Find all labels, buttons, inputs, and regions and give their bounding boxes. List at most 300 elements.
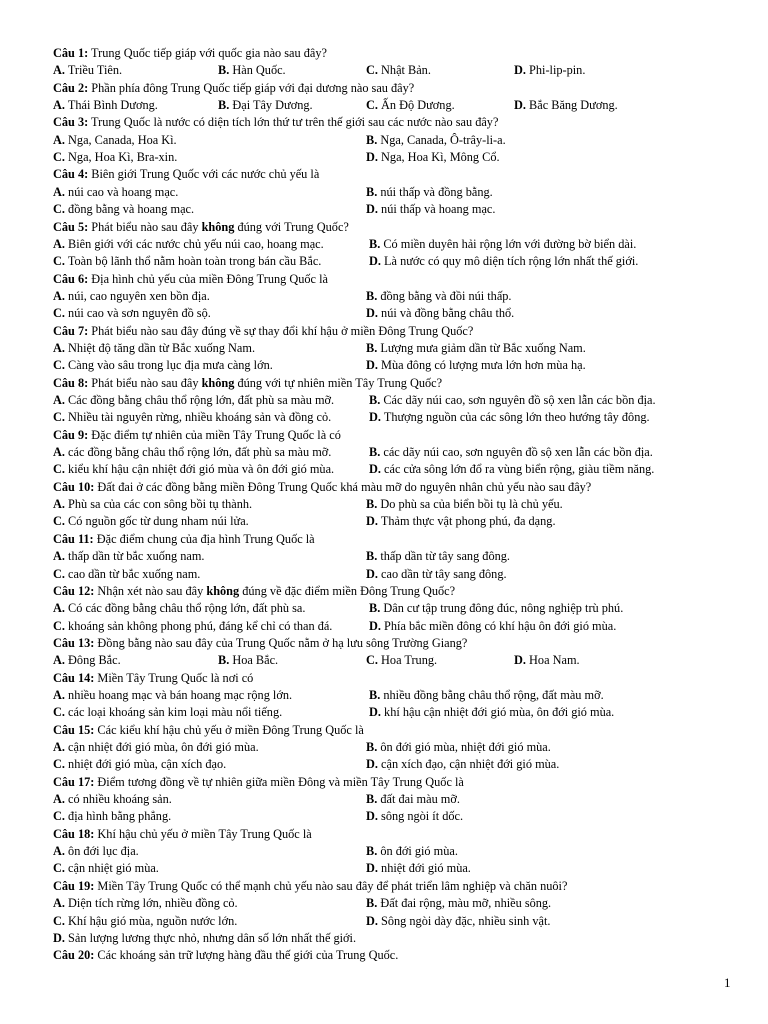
- option-text: nhiều đồng bằng châu thổ rộng, đất màu mỡ.: [383, 687, 604, 702]
- option-text: Là nước có quy mô diện tích rộng lớn nhất thế giới.: [384, 254, 639, 269]
- options-row: [53, 409, 753, 426]
- option-letter: D.: [366, 913, 378, 928]
- options-row: [53, 913, 753, 930]
- answer-option[interactable]: [53, 184, 178, 201]
- question-stem: [53, 826, 753, 843]
- option-text: các đồng bằng châu thổ rộng lớn, đất phù sa màu mỡ.: [68, 445, 332, 460]
- option-letter: D.: [369, 410, 381, 425]
- option-letter: C.: [53, 861, 65, 876]
- option-letter: B.: [369, 601, 381, 616]
- option-text: thấp dần từ tây sang đông.: [380, 549, 510, 564]
- option-text: Nhiệt độ tăng dần từ Bắc xuống Nam.: [68, 340, 256, 355]
- options-row: [53, 392, 753, 409]
- option-text: cận nhiệt đới gió mùa, ôn đới gió mùa.: [68, 740, 259, 754]
- options-row: [53, 704, 753, 721]
- question-stem: [53, 80, 753, 97]
- answer-option[interactable]: [514, 97, 618, 114]
- option-letter: C.: [53, 913, 65, 928]
- options-row: [53, 132, 753, 149]
- option-text: cận nhiệt gió mùa.: [68, 861, 159, 876]
- options-row: [53, 687, 753, 704]
- option-letter: B.: [366, 288, 378, 303]
- option-letter: D.: [366, 861, 378, 876]
- option-letter: D.: [366, 202, 378, 217]
- option-text: đồng bằng và hoang mạc.: [68, 202, 195, 217]
- answer-option[interactable]: [366, 513, 556, 530]
- question-stem: [53, 166, 753, 183]
- option-letter: D.: [53, 930, 65, 945]
- question-label: Câu 19:: [53, 878, 95, 893]
- answer-option[interactable]: [366, 652, 437, 669]
- options-row: [53, 461, 753, 478]
- answer-option[interactable]: [366, 548, 510, 565]
- option-letter: B.: [366, 549, 378, 564]
- option-text: núi, cao nguyên xen bồn địa.: [68, 288, 210, 303]
- option-text: Có nguồn gốc từ dung nham núi lửa.: [68, 514, 249, 529]
- option-letter: D.: [366, 514, 378, 529]
- option-letter: A.: [53, 445, 65, 460]
- answer-option[interactable]: [366, 62, 431, 79]
- answer-option[interactable]: [369, 704, 614, 721]
- question-text: Biên giới Trung Quốc với các nước chủ yếu là: [91, 167, 320, 182]
- question-stem: [53, 114, 753, 131]
- option-text: Hoa Nam.: [529, 653, 580, 668]
- question-stem: [53, 774, 753, 791]
- option-text: núi cao và hoang mạc.: [68, 184, 179, 199]
- option-text: Phi-lip-pin.: [529, 63, 586, 78]
- options-row: [53, 652, 753, 669]
- question-emphasis: không: [201, 375, 235, 390]
- question-text: Khí hậu chủ yếu ở miền Tây Trung Quốc là: [97, 826, 312, 841]
- answer-option[interactable]: [514, 62, 585, 79]
- answer-option[interactable]: [53, 496, 252, 513]
- answer-option[interactable]: [366, 808, 463, 825]
- option-text: núi cao và sơn nguyên đồ sộ.: [68, 306, 211, 321]
- answer-option[interactable]: [53, 860, 159, 877]
- option-text: Diện tích rừng lớn, nhiều đồng cỏ.: [68, 896, 238, 911]
- option-letter: B.: [366, 497, 378, 512]
- option-letter: B.: [218, 98, 230, 113]
- option-letter: C.: [53, 410, 65, 425]
- option-text: núi thấp và hoang mạc.: [381, 202, 496, 217]
- answer-option[interactable]: [218, 62, 286, 79]
- option-text: Đại Tây Dương.: [232, 98, 313, 113]
- answer-option[interactable]: [366, 201, 495, 218]
- option-text: Nhật Bản.: [381, 63, 431, 78]
- option-letter: D.: [366, 358, 378, 373]
- option-text: thấp dần từ bắc xuống nam.: [68, 549, 205, 564]
- options-row: [53, 149, 753, 166]
- question-label: Câu 3:: [53, 115, 89, 130]
- question-label: Câu 2:: [53, 80, 89, 95]
- answer-option[interactable]: [53, 444, 331, 461]
- answer-option[interactable]: [53, 895, 238, 912]
- option-letter: B.: [366, 340, 378, 355]
- question-emphasis: không: [206, 583, 240, 598]
- option-text: Nga, Hoa Kì, Bra-xin.: [68, 150, 178, 165]
- option-text: nhiều hoang mạc và bán hoang mạc rộng lớn.: [68, 687, 293, 702]
- answer-option[interactable]: [53, 409, 331, 426]
- option-letter: D.: [366, 306, 378, 321]
- answer-option[interactable]: [366, 340, 586, 357]
- question-label: Câu 1:: [53, 46, 89, 60]
- answer-option[interactable]: [366, 305, 514, 322]
- option-text: có nhiều khoáng sản.: [68, 792, 172, 807]
- option-letter: A.: [53, 236, 65, 251]
- option-text: Mùa đông có lượng mưa lớn hơn mùa hạ.: [381, 358, 586, 373]
- option-text: Lượng mưa giảm dần từ Bắc xuống Nam.: [380, 340, 586, 355]
- option-letter: B.: [366, 896, 378, 911]
- option-text: sông ngòi ít dốc.: [381, 809, 464, 824]
- options-row: [53, 513, 753, 530]
- answer-option[interactable]: [53, 930, 356, 947]
- option-text: ôn đới lục địa.: [68, 844, 139, 859]
- option-text: Thảm thực vật phong phú, đa dạng.: [380, 514, 556, 529]
- option-letter: D.: [366, 150, 378, 165]
- answer-option[interactable]: [53, 704, 282, 721]
- option-letter: B.: [366, 740, 378, 754]
- option-letter: A.: [53, 63, 65, 78]
- option-letter: C.: [53, 150, 65, 165]
- option-letter: D.: [514, 63, 526, 78]
- question-text: Miền Tây Trung Quốc có thể mạnh chủ yếu nào sau đây để phát triển lâm nghiệp và chăn nuôi?: [97, 878, 568, 893]
- option-letter: B.: [218, 63, 230, 78]
- option-text: Thượng nguồn của các sông lớn theo hướng tây đông.: [383, 410, 650, 425]
- question-stem: [53, 635, 753, 652]
- option-letter: B.: [366, 844, 378, 859]
- option-text: Triều Tiên.: [67, 63, 123, 78]
- option-letter: A.: [53, 549, 65, 564]
- answer-option[interactable]: [53, 97, 158, 114]
- answer-option[interactable]: [53, 132, 177, 149]
- option-letter: A.: [53, 184, 65, 199]
- option-text: Nga, Canada, Hoa Kì.: [68, 132, 177, 147]
- option-letter: C.: [53, 566, 65, 581]
- option-text: ôn đới gió mùa.: [380, 844, 458, 859]
- question-label: Câu 10:: [53, 479, 95, 494]
- option-letter: D.: [366, 757, 378, 772]
- question-text: Đặc điểm chung của địa hình Trung Quốc là: [96, 531, 315, 546]
- answer-option[interactable]: [514, 652, 580, 669]
- option-letter: A.: [53, 132, 65, 147]
- option-text: Có các đồng bằng châu thổ rộng lớn, đất phù sa.: [68, 601, 306, 616]
- option-letter: D.: [369, 705, 381, 720]
- answer-option[interactable]: [218, 97, 313, 114]
- answer-option[interactable]: [366, 843, 458, 860]
- option-text: Khí hậu gió mùa, nguồn nước lớn.: [68, 913, 238, 928]
- option-letter: C.: [53, 462, 65, 477]
- option-text: Phù sa của các con sông bồi tụ thành.: [68, 497, 253, 512]
- question-text: đúng với tự nhiên miền Tây Trung Quốc?: [234, 375, 443, 390]
- question-stem: [53, 722, 753, 739]
- options-row: [53, 97, 753, 114]
- option-letter: C.: [53, 202, 65, 217]
- options-row: [53, 236, 753, 253]
- option-text: các cửa sông lớn đổ ra vùng biển rộng, giàu tiềm năng.: [384, 462, 655, 477]
- option-text: đất đai màu mỡ.: [380, 792, 460, 807]
- option-text: kiểu khí hậu cận nhiệt đới gió mùa và ôn đới gió mùa.: [68, 462, 335, 477]
- question-label: Câu 4:: [53, 167, 89, 182]
- question-stem: [53, 479, 753, 496]
- question-text: Miền Tây Trung Quốc là nơi có: [97, 670, 254, 685]
- option-text: núi và đồng bằng châu thổ.: [381, 306, 515, 321]
- question-text: Điểm tương đồng về tự nhiên giữa miền Đông và miền Tây Trung Quốc là: [97, 774, 464, 789]
- answer-option[interactable]: [53, 288, 210, 305]
- answer-option[interactable]: [53, 652, 121, 669]
- answer-option[interactable]: [53, 600, 305, 617]
- answer-option[interactable]: [53, 236, 324, 253]
- answer-option[interactable]: [53, 756, 226, 773]
- answer-option[interactable]: [53, 62, 122, 79]
- answer-option[interactable]: [53, 739, 259, 756]
- option-letter: A.: [53, 340, 65, 355]
- answer-option[interactable]: [366, 913, 550, 930]
- option-text: cao dần từ tây sang đông.: [381, 566, 507, 581]
- answer-option[interactable]: [366, 184, 493, 201]
- answer-option[interactable]: [369, 461, 654, 478]
- option-letter: A.: [53, 740, 65, 754]
- option-text: khoáng sản không phong phú, đáng kể chỉ có than đá.: [68, 618, 333, 633]
- options-row: [53, 895, 753, 912]
- question-text: Đất đai ở các đồng bằng miền Đông Trung Quốc khá màu mỡ do nguyên nhân chủ yếu nào sau đây?: [97, 479, 592, 494]
- answer-option[interactable]: [366, 496, 563, 513]
- option-letter: B.: [366, 132, 378, 147]
- options-row: [53, 618, 753, 635]
- options-row: [53, 340, 753, 357]
- options-row: [53, 357, 753, 374]
- option-text: Hoa Bắc.: [232, 653, 279, 668]
- question-label: Câu 20:: [53, 948, 95, 963]
- question-label: Câu 13:: [53, 635, 95, 650]
- option-letter: A.: [53, 844, 65, 859]
- options-row: [53, 739, 753, 756]
- option-letter: A.: [53, 98, 65, 113]
- question-text: đúng về đặc điểm miền Đông Trung Quốc?: [239, 583, 456, 598]
- option-letter: B.: [369, 393, 381, 407]
- answer-option[interactable]: [369, 392, 656, 409]
- option-text: Ấn Độ Dương.: [381, 98, 455, 113]
- option-letter: D.: [369, 254, 381, 269]
- answer-option[interactable]: [369, 618, 616, 635]
- option-text: Đất đai rộng, màu mỡ, nhiều sông.: [380, 896, 552, 911]
- option-letter: B.: [218, 653, 230, 668]
- answer-option[interactable]: [366, 97, 455, 114]
- answer-option[interactable]: [53, 461, 334, 478]
- option-letter: C.: [53, 809, 65, 824]
- answer-option[interactable]: [53, 913, 237, 930]
- option-text: cao dần từ bắc xuống nam.: [68, 566, 201, 581]
- question-label: Câu 12:: [53, 583, 95, 598]
- question-text: Các khoáng sản trữ lượng hàng đầu thế giới của Trung Quốc.: [97, 948, 399, 963]
- page-number: 1: [724, 975, 731, 990]
- answer-option[interactable]: [366, 132, 506, 149]
- answer-option[interactable]: [53, 340, 255, 357]
- question-label: Câu 15:: [53, 722, 95, 737]
- option-text: cận xích đạo, cận nhiệt đới gió mùa.: [381, 757, 560, 772]
- options-row: [53, 808, 753, 825]
- option-text: Có miền duyên hải rộng lớn với đường bờ biển dài.: [383, 236, 637, 251]
- options-row: [53, 860, 753, 877]
- question-stem: [53, 323, 753, 340]
- option-letter: C.: [53, 757, 65, 772]
- answer-option[interactable]: [369, 253, 638, 270]
- answer-option[interactable]: [369, 600, 623, 617]
- option-letter: C.: [53, 306, 65, 321]
- answer-option[interactable]: [366, 739, 551, 756]
- answer-option[interactable]: [53, 513, 249, 530]
- option-letter: A.: [53, 288, 65, 303]
- question-stem: [53, 583, 753, 600]
- question-stem: [53, 531, 753, 548]
- option-letter: C.: [366, 63, 378, 78]
- question-label: Câu 9:: [53, 427, 89, 442]
- options-row: [53, 62, 753, 79]
- option-letter: C.: [366, 98, 378, 113]
- question-stem: [53, 271, 753, 288]
- option-letter: A.: [53, 896, 65, 911]
- option-text: ôn đới gió mùa, nhiệt đới gió mùa.: [380, 740, 551, 754]
- option-letter: A.: [53, 792, 65, 807]
- options-row: [53, 288, 753, 305]
- question-text: Phát biểu nào sau đây: [91, 219, 202, 234]
- option-text: Sản lượng lương thực nhỏ, nhưng dân số lớn nhất thế giới.: [68, 930, 357, 945]
- option-text: Hoa Trung.: [381, 653, 438, 668]
- question-label: Câu 14:: [53, 670, 95, 685]
- question-text: Đặc điểm tự nhiên của miền Tây Trung Quốc là có: [91, 427, 341, 442]
- option-letter: B.: [369, 236, 381, 251]
- option-text: Bắc Băng Dương.: [529, 98, 618, 113]
- answer-option[interactable]: [218, 652, 278, 669]
- question-stem: [53, 878, 753, 895]
- option-letter: C.: [366, 653, 378, 668]
- question-text: Trung Quốc tiếp giáp với quốc gia nào sau đây?: [91, 46, 327, 60]
- answer-option[interactable]: [53, 201, 194, 218]
- question-text: Các kiểu khí hậu chủ yếu ở miền Đông Trung Quốc là: [97, 722, 364, 737]
- option-letter: A.: [53, 653, 65, 668]
- option-text: nhiệt đới gió mùa, cận xích đạo.: [68, 757, 227, 772]
- answer-option[interactable]: [366, 357, 586, 374]
- answer-option[interactable]: [366, 895, 551, 912]
- question-stem: [53, 375, 753, 392]
- options-row: [53, 791, 753, 808]
- answer-option[interactable]: [366, 288, 512, 305]
- options-row: [53, 843, 753, 860]
- answer-option[interactable]: [53, 392, 334, 409]
- answer-option[interactable]: [369, 236, 636, 253]
- option-letter: B.: [366, 792, 378, 807]
- option-text: Phía bắc miền đông có khí hậu ôn đới gió mùa.: [384, 618, 617, 633]
- question-label: Câu 8:: [53, 375, 89, 390]
- option-letter: D.: [369, 462, 381, 477]
- question-text: Phát biểu nào sau đây: [91, 375, 202, 390]
- answer-option[interactable]: [53, 687, 292, 704]
- option-text: núi thấp và đồng bằng.: [380, 184, 493, 199]
- option-text: địa hình bằng phẳng.: [68, 809, 172, 824]
- question-text: Nhận xét nào sau đây: [97, 583, 207, 598]
- option-letter: A.: [53, 687, 65, 702]
- options-row: [53, 756, 753, 773]
- option-text: Nga, Canada, Ô-trây-li-a.: [380, 132, 506, 147]
- options-row: [53, 201, 753, 218]
- question-text: Địa hình chủ yếu của miền Đông Trung Quốc là: [91, 271, 328, 286]
- answer-option[interactable]: [53, 357, 273, 374]
- option-text: Sông ngòi dày đặc, nhiều sinh vật.: [381, 913, 551, 928]
- question-stem: [53, 219, 753, 236]
- question-label: Câu 18:: [53, 826, 95, 841]
- option-text: đồng bằng và đồi núi thấp.: [380, 288, 512, 303]
- option-letter: D.: [369, 618, 381, 633]
- question-text: Phát biểu nào sau đây đúng về sự thay đổi khí hậu ở miền Đông Trung Quốc?: [91, 323, 474, 338]
- option-letter: C.: [53, 618, 65, 633]
- answer-option[interactable]: [53, 149, 177, 166]
- answer-option[interactable]: [53, 808, 171, 825]
- option-letter: A.: [53, 497, 65, 512]
- option-letter: B.: [369, 687, 381, 702]
- answer-option[interactable]: [366, 566, 507, 583]
- answer-option[interactable]: [53, 843, 139, 860]
- question-stem: [53, 670, 753, 687]
- option-text: Do phù sa của biển bồi tụ là chủ yếu.: [380, 497, 563, 512]
- option-text: Dân cư tập trung đông đúc, nông nghiệp trù phú.: [383, 601, 624, 616]
- question-label: Câu 6:: [53, 271, 89, 286]
- answer-option[interactable]: [53, 305, 211, 322]
- answer-option[interactable]: [369, 687, 604, 704]
- answer-option[interactable]: [366, 756, 559, 773]
- answer-option[interactable]: [53, 618, 332, 635]
- answer-option[interactable]: [53, 548, 204, 565]
- question-stem: [53, 45, 753, 62]
- option-text: Toàn bộ lãnh thổ nằm hoàn toàn trong bán cầu Bắc.: [67, 254, 322, 269]
- question-label: Câu 5:: [53, 219, 89, 234]
- options-row: [53, 548, 753, 565]
- question-stem: [53, 427, 753, 444]
- question-label: Câu 11:: [53, 531, 94, 546]
- answer-option[interactable]: [366, 860, 471, 877]
- question-stem: [53, 947, 753, 964]
- option-letter: B.: [366, 184, 378, 199]
- option-text: các loại khoáng sản kim loại màu nổi tiếng.: [68, 705, 283, 720]
- option-text: các dãy núi cao, sơn nguyên đồ sộ xen lẫn các bồn địa.: [383, 445, 653, 460]
- options-row: [53, 253, 753, 270]
- answer-option[interactable]: [366, 149, 500, 166]
- option-letter: D.: [514, 653, 526, 668]
- options-row: [53, 566, 753, 583]
- options-row: [53, 305, 753, 322]
- option-text: Đông Bắc.: [68, 653, 121, 668]
- option-text: Hàn Quốc.: [232, 63, 286, 78]
- option-text: nhiệt đới gió mùa.: [381, 861, 471, 876]
- answer-option[interactable]: [369, 409, 650, 426]
- option-text: Các dãy núi cao, sơn nguyên đồ sộ xen lẫn các bồn địa.: [383, 393, 656, 407]
- option-text: khí hậu cận nhiệt đới gió mùa, ôn đới gió mùa.: [384, 705, 615, 720]
- question-text: Đồng bằng nào sau đây của Trung Quốc nằm ở hạ lưu sông Trường Giang?: [97, 635, 468, 650]
- question-text: Phần phía đông Trung Quốc tiếp giáp với đại dương nào sau đây?: [91, 80, 415, 95]
- question-text: đúng với Trung Quốc?: [234, 219, 349, 234]
- option-letter: C.: [53, 358, 65, 373]
- answer-option[interactable]: [53, 253, 321, 270]
- answer-option[interactable]: [369, 444, 653, 461]
- option-letter: C.: [53, 254, 65, 269]
- option-text: Nhiều tài nguyên rừng, nhiều khoáng sản và đồng cỏ.: [68, 410, 332, 425]
- answer-option[interactable]: [53, 566, 200, 583]
- answer-option[interactable]: [53, 791, 172, 808]
- question-emphasis: không: [201, 219, 235, 234]
- option-letter: C.: [53, 514, 65, 529]
- answer-option[interactable]: [366, 791, 460, 808]
- option-text: Thái Bình Dương.: [67, 98, 158, 113]
- options-row: [53, 930, 753, 947]
- options-row: [53, 496, 753, 513]
